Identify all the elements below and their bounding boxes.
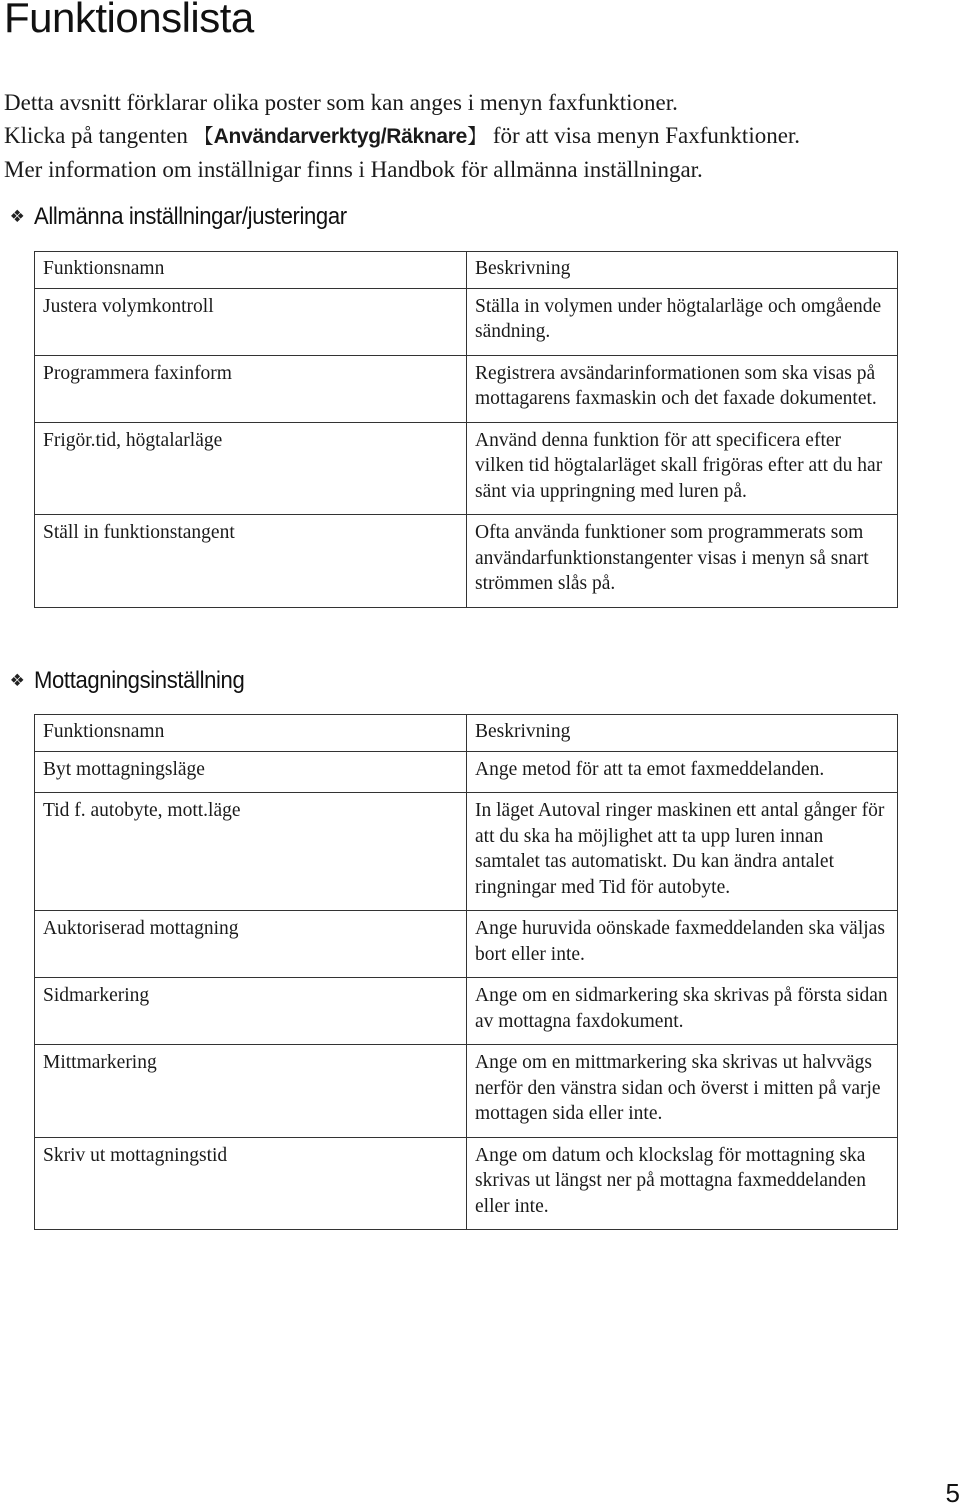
function-desc: In läget Autoval ringer maskinen ett antal gånger för att du ska ha möjlighet att ta upp luren innan samtalet tas automatiskt. Du kan ändra antalet ringningar med Tid för autobyte. (467, 793, 898, 911)
function-name: Programmera faxinform (35, 355, 467, 422)
intro-line-2-before: Klicka på tangenten (4, 123, 194, 148)
section-heading-label: Mottagningsinställning (34, 667, 245, 694)
section-heading-general (6, 203, 374, 231)
column-header-name: Funktionsnamn (35, 252, 467, 289)
function-desc: Ange huruvida oönskade faxmeddelanden ska väljas bort eller inte. (467, 911, 898, 978)
column-header-desc: Beskrivning (467, 715, 898, 752)
intro-line-1: Detta avsnitt förklarar olika poster som kan anges i menyn faxfunktioner. (4, 90, 678, 115)
intro-line-2 (4, 119, 944, 153)
function-name: Skriv ut mottagningstid (35, 1137, 467, 1230)
intro-text (4, 86, 944, 186)
table-header-row (35, 252, 898, 289)
column-header-name: Funktionsnamn (35, 715, 467, 752)
diamond-icon: ❖ (9, 671, 25, 691)
function-desc: Ange om en sidmarkering ska skrivas på första sidan av mottagna faxdokument. (467, 978, 898, 1045)
section-heading-reception (6, 667, 263, 695)
function-name: Auktoriserad mottagning (35, 911, 467, 978)
function-name: Byt mottagningsläge (35, 751, 467, 793)
page-title: Funktionslista (4, 0, 254, 41)
key-bracket-open: 【 (193, 124, 214, 148)
function-desc: Ofta använda funktioner som programmerats som användarfunktionstangenter visas i menyn så snart strömmen slås på. (467, 515, 898, 608)
function-desc: Ange metod för att ta emot faxmeddelanden. (467, 751, 898, 793)
intro-line-3: Mer information om inställnigar finns i Handbok för allmänna inställningar. (4, 157, 703, 182)
table-row (35, 793, 898, 911)
function-desc: Ange om en mittmarkering ska skrivas ut halvvägs nerför den vänstra sidan och överst i mitten på varje mottagen sida eller inte. (467, 1045, 898, 1138)
reception-settings-table (34, 714, 898, 1230)
table-row (35, 288, 898, 355)
function-name: Mittmarkering (35, 1045, 467, 1138)
table-row (35, 1137, 898, 1230)
function-desc: Använd denna funktion för att specificera efter vilken tid högtalarläget skall frigöras efter att du har sänt via uppringning med luren på. (467, 422, 898, 515)
function-name: Sidmarkering (35, 978, 467, 1045)
function-name: Ställ in funktionstangent (35, 515, 467, 608)
table-row (35, 1045, 898, 1138)
function-desc: Ställa in volymen under högtalarläge och omgående sändning. (467, 288, 898, 355)
function-desc: Registrera avsändarinformationen som ska visas på mottagarens faxmaskin och det faxade dokumentet. (467, 355, 898, 422)
key-bracket-close: 】 (467, 124, 488, 148)
table-row (35, 515, 898, 608)
general-settings-table (34, 251, 898, 608)
table-row (35, 355, 898, 422)
intro-line-2-after: för att visa menyn Faxfunktioner. (487, 123, 801, 148)
function-desc: Ange om datum och klockslag för mottagning ska skrivas ut längst ner på mottagna faxmeddelanden eller inte. (467, 1137, 898, 1230)
key-name: Användarverktyg/Räknare (213, 125, 468, 148)
table-row (35, 422, 898, 515)
table-row (35, 978, 898, 1045)
diamond-icon: ❖ (9, 207, 25, 227)
function-name: Frigör.tid, högtalarläge (35, 422, 467, 515)
function-name: Justera volymkontroll (35, 288, 467, 355)
section-heading-label: Allmänna inställningar/justeringar (34, 203, 347, 230)
page-number: 5 (945, 1478, 960, 1508)
table-row (35, 911, 898, 978)
column-header-desc: Beskrivning (467, 252, 898, 289)
function-name: Tid f. autobyte, mott.läge (35, 793, 467, 911)
table-row (35, 751, 898, 793)
table-header-row (35, 715, 898, 752)
